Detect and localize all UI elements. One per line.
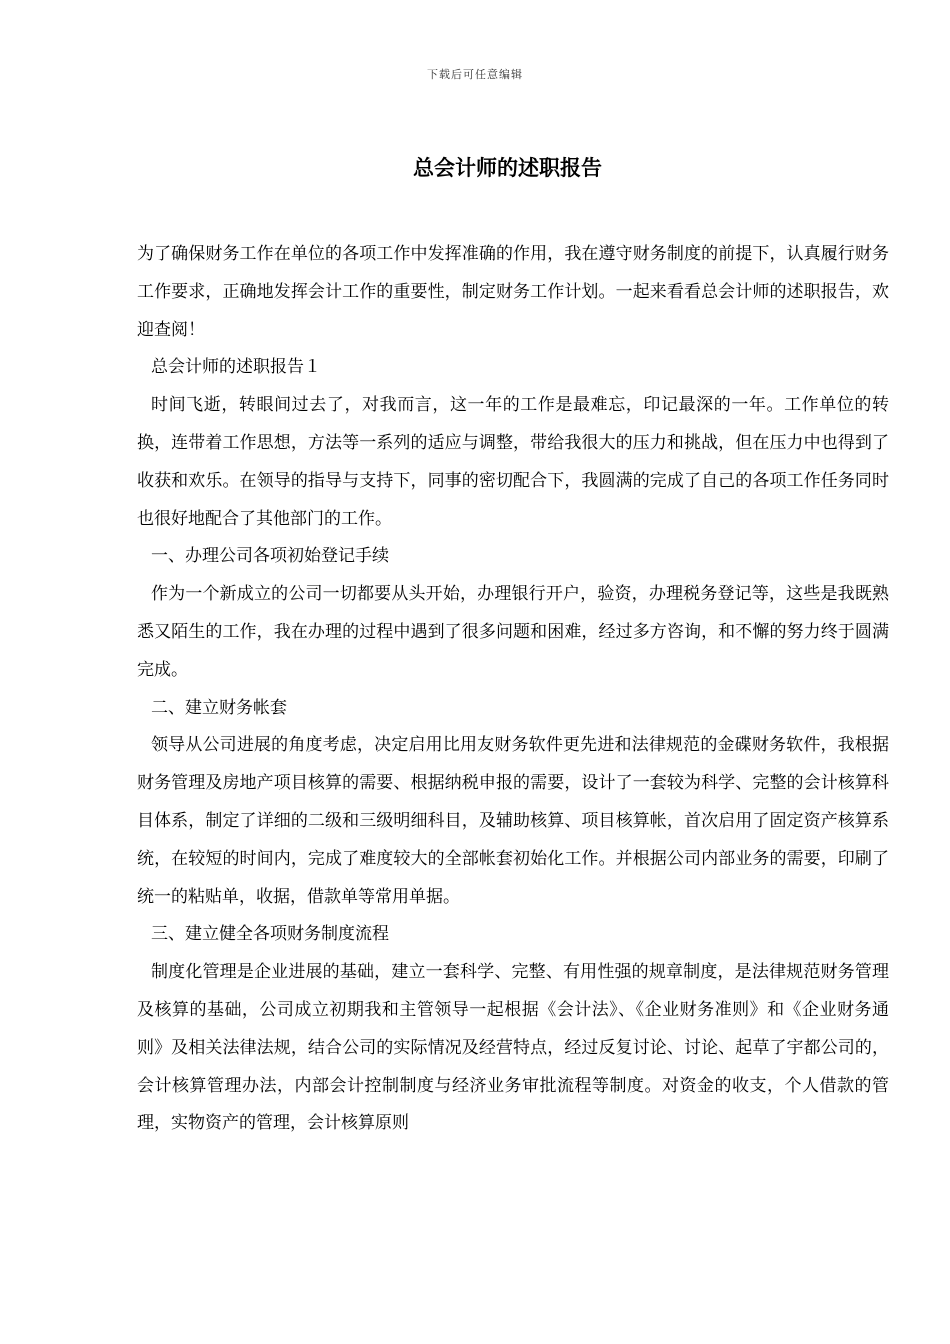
section-heading: 二、建立财务帐套 (151, 697, 287, 718)
body-paragraph: 制度化管理是企业进展的基础，建立一套科学、完整、有用性强的规章制度，是法律规范财务管理及核算的基础，公司成立初期我和主管领导一起根据《会计法》、《企业财务准则》和《企业财务通则》及相关法律法规，结合公司的实际情况及经营特点，经过反复讨论、讨论、起草了宇都公司的，会计核算管理办法，内部会计控制制度与经济业务审批流程等制度。对资金的收支，个人借款的管理，实物资产的管理，会计核算原则 (137, 962, 889, 1134)
document-body (137, 236, 889, 1143)
header-note: 下载后可任意编辑 (427, 68, 523, 81)
document-title: 总会计师的述职报告 (413, 156, 602, 180)
intro-paragraph: 为了确保财务工作在单位的各项工作中发挥准确的作用，我在遵守财务制度的前提下，认真履行财务工作要求，正确地发挥会计工作的重要性，制定财务工作计划。一起来看看总会计师的述职报告，欢迎查阅！ (137, 244, 889, 340)
section-heading: 一、办理公司各项初始登记手续 (151, 546, 389, 567)
section-heading: 三、建立健全各项财务制度流程 (151, 924, 389, 945)
body-paragraph: 领导从公司进展的角度考虑，决定启用比用友财务软件更先进和法律规范的金碟财务软件，我根据财务管理及房地产项目核算的需要、根据纳税申报的需要，设计了一套较为科学、完整的会计核算科目体系，制定了详细的二级和三级明细科目，及辅助核算、项目核算帐，首次启用了固定资产核算系统，在较短的时间内，完成了难度较大的全部帐套初始化工作。并根据公司内部业务的需要，印刷了统一的粘贴单，收据，借款单等常用单据。 (137, 735, 889, 907)
body-paragraph: 作为一个新成立的公司一切都要从头开始，办理银行开户，验资，办理税务登记等，这些是我既熟悉又陌生的工作，我在办理的过程中遇到了很多问题和困难，经过多方咨询，和不懈的努力终于圆满完成。 (137, 584, 889, 680)
report-subtitle: 总会计师的述职报告１ (151, 357, 321, 378)
body-paragraph: 时间飞逝，转眼间过去了，对我而言，这一年的工作是最难忘，印记最深的一年。工作单位的转换，连带着工作思想，方法等一系列的适应与调整，带给我很大的压力和挑战，但在压力中也得到了收获和欢乐。在领导的指导与支持下，同事的密切配合下，我圆满的完成了自己的各项工作任务同时也很好地配合了其他部门的工作。 (137, 395, 889, 529)
